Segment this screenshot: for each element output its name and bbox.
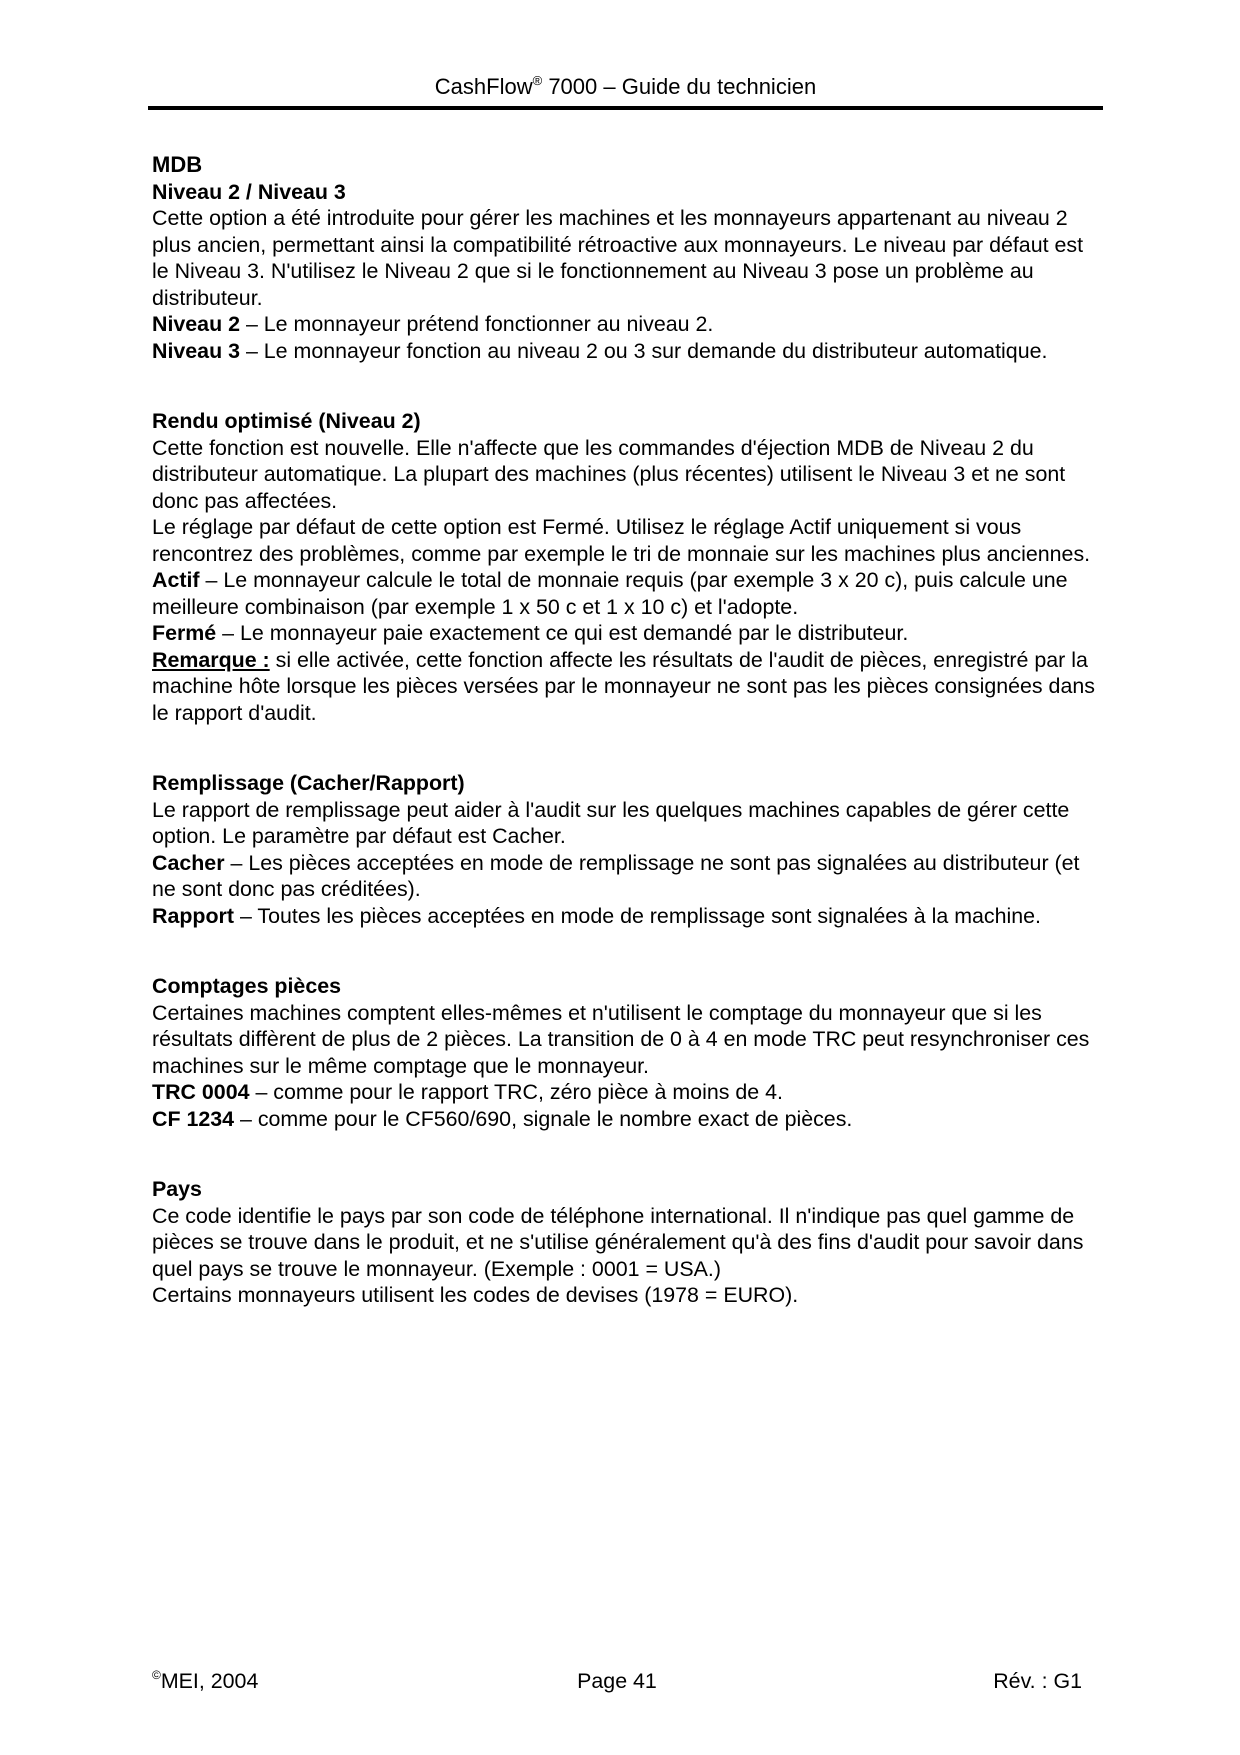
rendu-option-ferme <box>152 620 1102 647</box>
section-remplissage <box>152 770 1102 929</box>
page-header <box>148 74 1103 100</box>
main-heading: MDB <box>152 152 203 177</box>
rendu-paragraph-2: Le réglage par défaut de cette option est Fermé. Utilisez le réglage Actif uniquement si vous rencontrez des problèmes, comme par exemple le tri de monnaie sur les machines plus anciennes. <box>152 515 1091 566</box>
niveau-option-2 <box>152 311 1102 338</box>
option-term: Fermé <box>152 621 217 645</box>
option-text: – Toutes les pièces acceptées en mode de remplissage sont signalées à la machine. <box>234 903 1041 928</box>
remplissage-option-cacher <box>152 850 1102 903</box>
section-pays <box>152 1176 1102 1309</box>
option-text: – Le monnayeur fonction au niveau 2 ou 3 sur demande du distributeur automatique. <box>240 338 1048 363</box>
section-title-comptages: Comptages pièces <box>152 974 342 998</box>
header-rule <box>148 106 1103 110</box>
header-title-pre: CashFlow <box>434 74 533 99</box>
option-text: – Le monnayeur paie exactement ce qui est demandé par le distributeur. <box>216 621 909 645</box>
comptages-option-cf <box>152 1106 1102 1133</box>
option-term: CF 1234 <box>152 1106 235 1131</box>
rendu-note <box>152 647 1102 727</box>
comptages-option-trc <box>152 1079 1102 1106</box>
remplissage-option-rapport <box>152 903 1102 930</box>
section-rendu <box>152 408 1102 726</box>
section-title-pays: Pays <box>152 1177 202 1201</box>
option-term: Rapport <box>152 903 234 928</box>
option-text: – Le monnayeur prétend fonctionner au niveau 2. <box>240 312 714 336</box>
option-term: TRC 0004 <box>152 1080 250 1104</box>
niveau-paragraph: Cette option a été introduite pour gérer les machines et les monnayeurs appartenant au niveau 2 plus ancien, permettant ainsi la compatibilité rétroactive aux monnayeurs. Le niveau par défaut est le Niveau 3. N'utilisez le Niveau 2 que si le fonctionnement au Niveau 3 pose un problème au distributeur. <box>152 206 1084 310</box>
option-term: Actif <box>152 568 200 592</box>
section-title-rendu: Rendu optimisé (Niveau 2) <box>152 409 421 433</box>
note-label: Remarque : <box>152 647 270 672</box>
rendu-option-actif <box>152 567 1102 620</box>
section-niveau <box>152 179 1102 365</box>
copyright-text: MEI, 2004 <box>160 1669 259 1693</box>
footer-revision: Rév. : G1 <box>993 1669 1082 1693</box>
option-term: Cacher <box>152 850 225 875</box>
option-term: Niveau 2 <box>152 312 240 336</box>
option-text: – Les pièces acceptées en mode de remplissage ne sont pas signalées au distributeur (et ne sont donc pas créditées). <box>152 850 1080 901</box>
section-title-remplissage: Remplissage (Cacher/Rapport) <box>152 771 465 795</box>
pays-paragraph-1: Ce code identifie le pays par son code de téléphone international. Il n'indique pas quel gamme de pièces se trouve dans le produit, et ne s'utilise généralement qu'à des fins d'audit pour savoir dans quel pays se trouve le monnayeur. (Exemple : 0001 = USA.) <box>152 1203 1084 1281</box>
niveau-option-3 <box>152 338 1102 365</box>
page-content <box>152 152 1102 1309</box>
section-comptages <box>152 973 1102 1132</box>
comptages-paragraph: Certaines machines comptent elles-mêmes et n'utilisent le comptage du monnayeur que si les résultats diffèrent de plus de 2 pièces. La transition de 0 à 4 en mode TRC peut resynchroniser ces machines sur le même comptage que le monnayeur. <box>152 1000 1090 1078</box>
registered-mark: ® <box>532 73 543 88</box>
page-footer <box>152 1668 1082 1694</box>
pays-paragraph-2: Certains monnayeurs utilisent les codes de devises (1978 = EURO). <box>152 1283 799 1307</box>
header-title-post: 7000 – Guide du technicien <box>542 74 817 99</box>
option-text: – comme pour le rapport TRC, zéro pièce à moins de 4. <box>249 1080 783 1104</box>
remplissage-paragraph: Le rapport de remplissage peut aider à l'audit sur les quelques machines capables de gérer cette option. Le paramètre par défaut est Cacher. <box>152 797 1070 848</box>
note-text: si elle activée, cette fonction affecte les résultats de l'audit de pièces, enregistré par la machine hôte lorsque les pièces versées par le monnayeur ne sont pas les pièces consignées dans le rapport d'audit. <box>152 647 1095 725</box>
rendu-paragraph-1: Cette fonction est nouvelle. Elle n'affecte que les commandes d'éjection MDB de Niveau 2 du distributeur automatique. La plupart des machines (plus récentes) utilisent le Niveau 3 et ne sont donc pas affectées. <box>152 435 1066 513</box>
copyright-mark: © <box>152 1668 161 1682</box>
option-text: – Le monnayeur calcule le total de monnaie requis (par exemple 3 x 20 c), puis calcule une meilleure combinaison (par exemple 1 x 50 c et 1 x 10 c) et l'adopte. <box>152 568 1068 619</box>
option-text: – comme pour le CF560/690, signale le nombre exact de pièces. <box>234 1106 853 1131</box>
section-title-niveau: Niveau 2 / Niveau 3 <box>152 179 346 204</box>
footer-page-number: Page 41 <box>577 1669 657 1693</box>
option-term: Niveau 3 <box>152 338 240 363</box>
